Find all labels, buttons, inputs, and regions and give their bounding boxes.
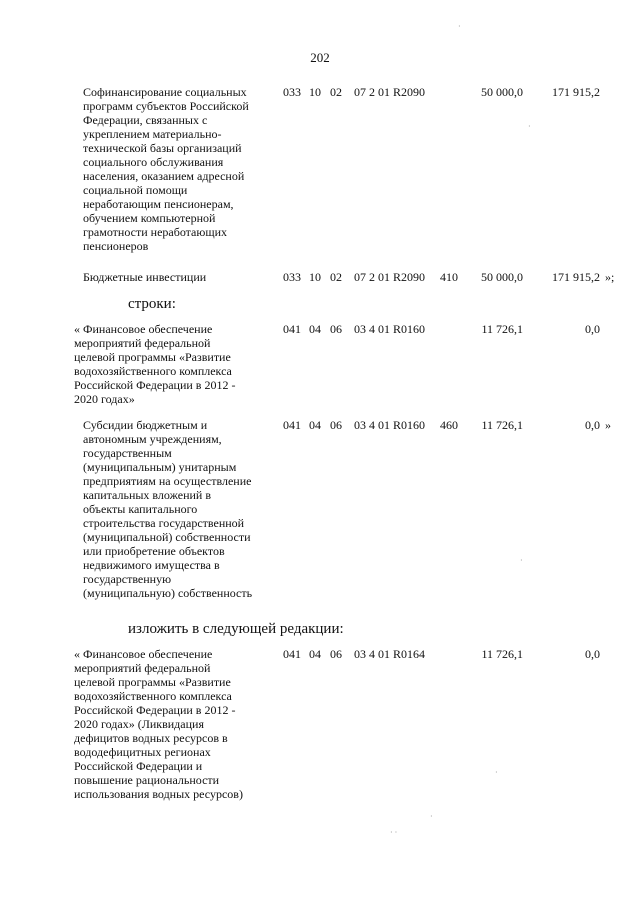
scan-speck: ·	[520, 556, 523, 565]
amount-first: 11 726,1	[481, 418, 523, 432]
row-description: Софинансирование социальных программ субъектов Российской Федерации, связанных с укреплением материально- технической базы организаций социального обслуживания населения, оказанием адресной социальной помощи неработающим пенсионерам, обучением компьютерной грамотности неработающих пенсионеров	[83, 85, 249, 253]
lines-phrase: строки:	[128, 296, 176, 312]
subsection-code: 06	[330, 647, 342, 661]
amount-second: 0,0	[585, 418, 600, 432]
subsection-code: 02	[330, 85, 342, 99]
target-article-code: 07 2 01 R2090	[354, 270, 426, 284]
section-code: 04	[309, 418, 321, 432]
admin-code: 033	[283, 270, 301, 284]
target-article-code: 03 4 01 R0160	[354, 418, 426, 432]
section-code: 10	[309, 270, 321, 284]
page-number: 202	[310, 50, 330, 65]
closing-quote: »	[605, 418, 611, 432]
row-description: « Финансовое обеспечение мероприятий федеральной целевой программы «Развитие водохозяйственного комплекса Российской Федерации в 2012 - 2020 годах»	[74, 322, 236, 406]
target-article-code: 07 2 01 R2090	[354, 85, 426, 99]
target-article-code: 03 4 01 R0164	[354, 647, 426, 661]
section-code: 10	[309, 85, 321, 99]
admin-code: 041	[283, 647, 301, 661]
row-description: Бюджетные инвестиции	[83, 270, 207, 284]
amount-first: 50 000,0	[481, 85, 523, 99]
scan-speck: · ·	[390, 828, 398, 837]
amount-first: 11 726,1	[481, 322, 523, 336]
amount-second: 171 915,2	[552, 270, 600, 284]
admin-code: 041	[283, 322, 301, 336]
row-description: Субсидии бюджетным и автономным учреждениям, государственным (муниципальным) унитарным предприятиям на осуществление капитальных вложений в объекты капитального строительства государственной (муниципальной) собственности или приобретение объектов недвижимого имущества в государственную (муниципальную) собственность	[83, 418, 253, 600]
subsection-code: 02	[330, 270, 342, 284]
amount-first: 50 000,0	[481, 270, 523, 284]
target-article-code: 03 4 01 R0160	[354, 322, 426, 336]
scan-speck: ·	[458, 22, 461, 31]
amount-second: 0,0	[585, 322, 600, 336]
scan-speck: ·	[528, 122, 531, 131]
section-code: 04	[309, 647, 321, 661]
admin-code: 033	[283, 85, 301, 99]
closing-quote: »;	[605, 270, 615, 284]
scan-speck: ·	[430, 812, 433, 821]
expense-type-code: 460	[440, 418, 458, 432]
section-code: 04	[309, 322, 321, 336]
amount-second: 0,0	[585, 647, 600, 661]
scan-speck: ·	[495, 768, 498, 777]
admin-code: 041	[283, 418, 301, 432]
subsection-code: 06	[330, 418, 342, 432]
row-description: « Финансовое обеспечение мероприятий федеральной целевой программы «Развитие водохозяйственного комплекса Российской Федерации в 2012 - 2020 годах» (Ликвидация дефицитов водных ресурсов в вододефицитных регионах Российской Федерации и повышение рациональности использования водных ресурсов)	[74, 647, 243, 801]
amount-first: 11 726,1	[481, 647, 523, 661]
amount-second: 171 915,2	[552, 85, 600, 99]
subsection-code: 06	[330, 322, 342, 336]
expense-type-code: 410	[440, 270, 458, 284]
replace-phrase: изложить в следующей редакции:	[128, 621, 344, 637]
